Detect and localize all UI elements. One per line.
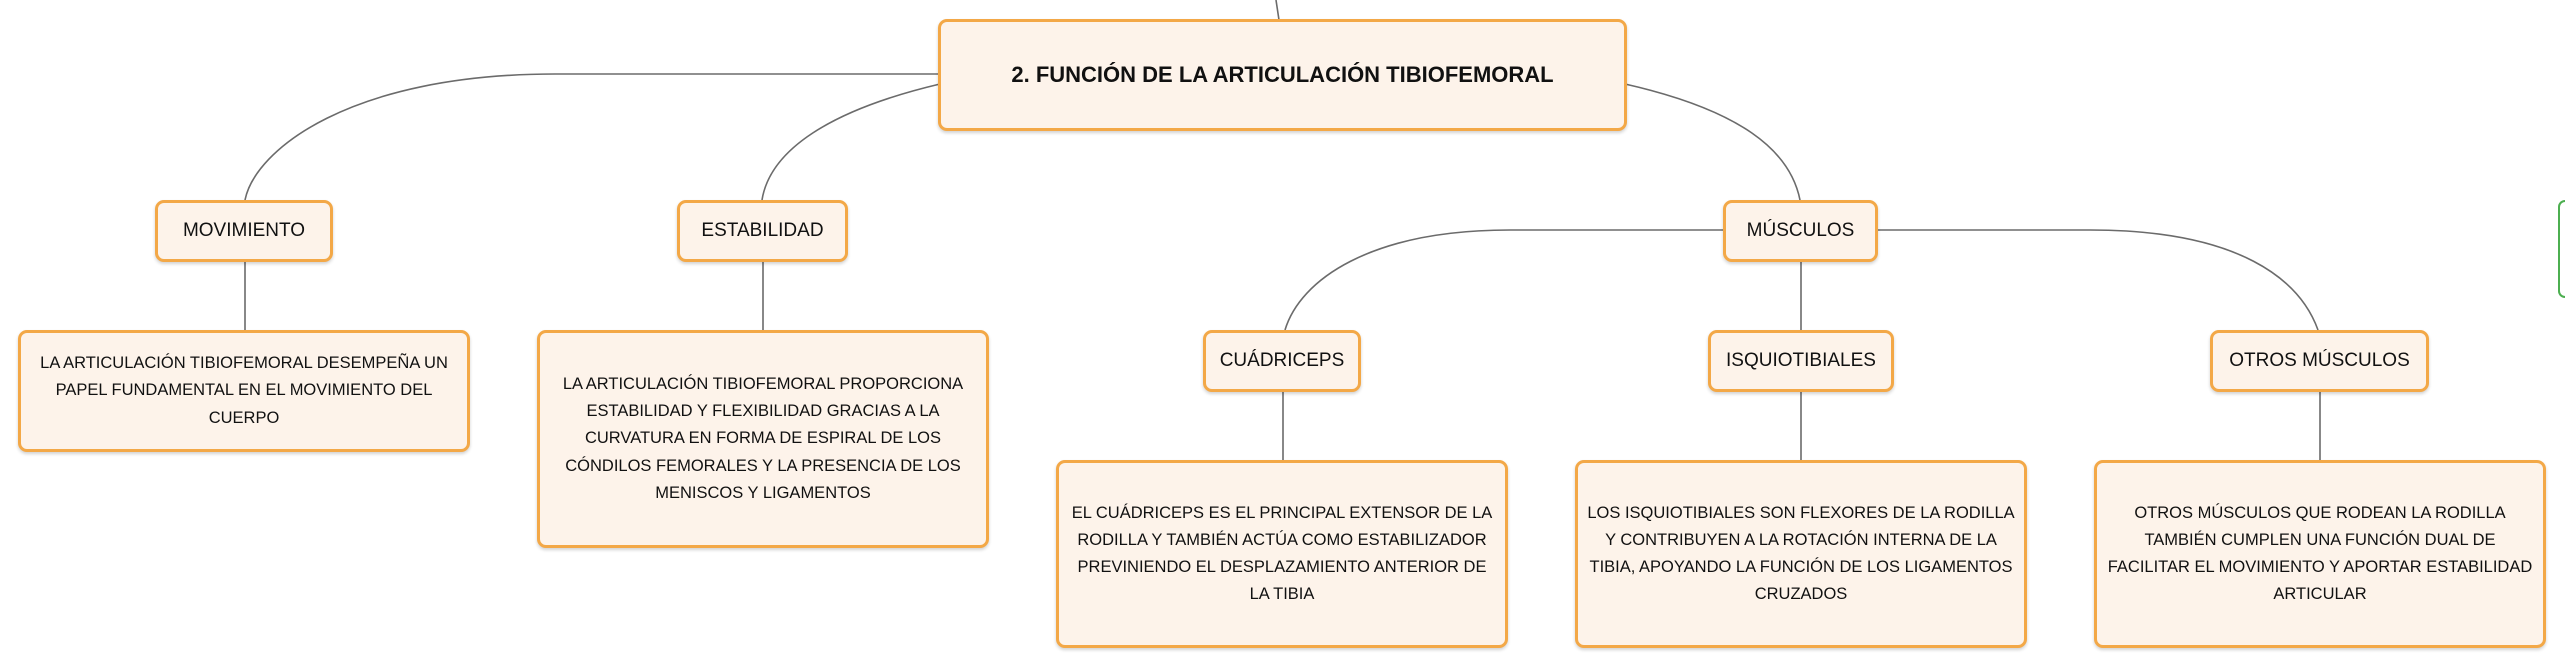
subbranch-node-cuadriceps[interactable] [1203,330,1361,392]
detail-node-cuadriceps[interactable] [1056,460,1508,648]
connector-musculos-to-cuadriceps [1285,230,1725,330]
connector-root-to-estabilidad [762,84,940,200]
detail-node-estabilidad[interactable] [537,330,989,548]
detail-text-estabilidad: LA ARTICULACIÓN TIBIOFEMORAL PROPORCIONA ESTABILIDAD Y FLEXIBILIDAD GRACIAS A LA CURVATURA EN FORMA DE ESPIRAL DE LOS CÓNDILOS FEMORALES Y LA PRESENCIA DE LOS MENISCOS Y LIGAMENTOS [562,374,964,502]
detail-node-otros-musculos[interactable] [2094,460,2546,648]
branch-node-movimiento[interactable] [155,200,333,262]
branch-node-estabilidad[interactable] [677,200,848,262]
connector-root-to-movimiento [245,74,940,200]
detail-node-isquiotibiales[interactable] [1575,460,2027,648]
root-topic-node[interactable] [938,19,1627,131]
offscreen-node-edge[interactable] [2558,200,2565,298]
detail-text-otros-musculos: OTROS MÚSCULOS QUE RODEAN LA RODILLA TAMBIÉN CUMPLEN UNA FUNCIÓN DUAL DE FACILITAR EL MOVIMIENTO Y APORTAR ESTABILIDAD ARTICULAR [2107,503,2533,604]
subbranch-label-isquiotibiales: ISQUIOTIBIALES [1726,350,1876,371]
branch-node-musculos[interactable] [1723,200,1878,262]
detail-text-cuadriceps: EL CUÁDRICEPS ES EL PRINCIPAL EXTENSOR DE LA RODILLA Y TAMBIÉN ACTÚA COMO ESTABILIZADOR PREVINIENDO EL DESPLAZAMIENTO ANTERIOR DE LA TIBIA [1071,503,1493,604]
branch-label-estabilidad: ESTABILIDAD [701,220,824,241]
branch-label-movimiento: MOVIMIENTO [182,220,306,241]
connector-parent-to-root [1276,0,1279,20]
root-topic-label: 2. FUNCIÓN DE LA ARTICULACIÓN TIBIOFEMORAL [1011,62,1554,87]
connector-root-to-musculos [1625,84,1800,200]
detail-text-movimiento: LA ARTICULACIÓN TIBIOFEMORAL DESEMPEÑA UN PAPEL FUNDAMENTAL EN EL MOVIMIENTO DEL CUERPO [40,354,448,427]
detail-node-movimiento[interactable] [18,330,470,452]
detail-text-isquiotibiales: LOS ISQUIOTIBIALES SON FLEXORES DE LA RODILLA Y CONTRIBUYEN A LA ROTACIÓN INTERNA DE LA TIBIA, APOYANDO LA FUNCIÓN DE LOS LIGAMENTOS CRUZADOS [1587,503,2015,604]
subbranch-label-cuadriceps: CUÁDRICEPS [1219,350,1345,371]
branch-label-musculos: MÚSCULOS [1746,220,1855,241]
subbranch-node-otros-musculos[interactable] [2210,330,2429,392]
subbranch-node-isquiotibiales[interactable] [1708,330,1894,392]
connector-musculos-to-otros [1877,230,2318,330]
subbranch-label-otros-musculos: OTROS MÚSCULOS [2229,350,2410,371]
